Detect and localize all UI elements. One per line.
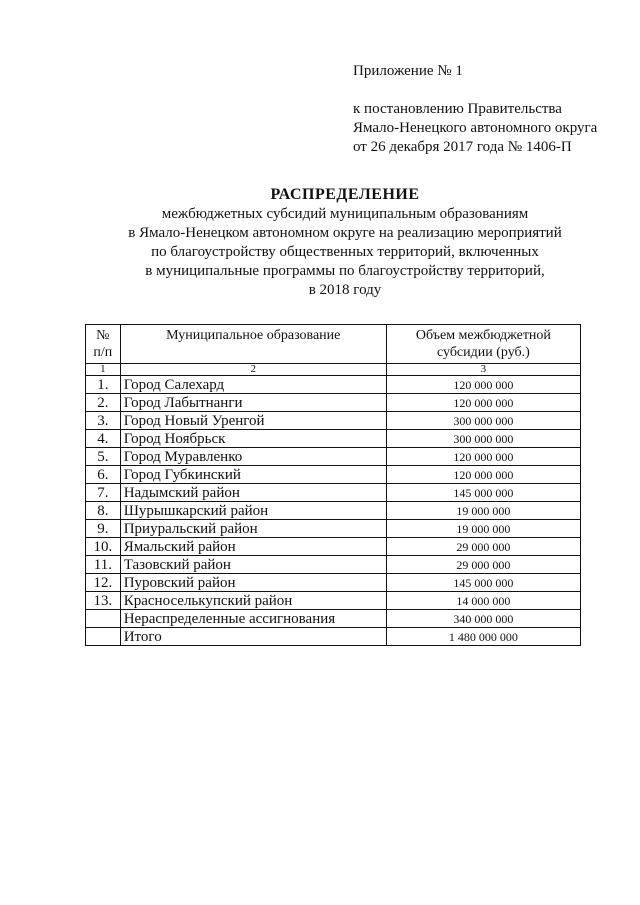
table-row bbox=[86, 430, 581, 448]
row-municipality: Красноселькупский район bbox=[120, 592, 386, 610]
row-subsidy: 120 000 000 bbox=[386, 448, 580, 466]
row-municipality: Город Ноябрьск bbox=[120, 430, 386, 448]
row-num: 10. bbox=[86, 538, 121, 556]
row-municipality: Ямальский район bbox=[120, 538, 386, 556]
row-municipality: Город Салехард bbox=[120, 376, 386, 394]
table-header-row bbox=[86, 325, 581, 364]
table-row bbox=[86, 574, 581, 592]
row-municipality: Итого bbox=[120, 628, 386, 646]
row-subsidy: 120 000 000 bbox=[386, 466, 580, 484]
row-municipality: Город Муравленко bbox=[120, 448, 386, 466]
table-row bbox=[86, 466, 581, 484]
row-municipality: Надымский район bbox=[120, 484, 386, 502]
row-subsidy: 340 000 000 bbox=[386, 610, 580, 628]
row-num: 7. bbox=[86, 484, 121, 502]
row-num: 6. bbox=[86, 466, 121, 484]
row-num: 5. bbox=[86, 448, 121, 466]
row-subsidy: 120 000 000 bbox=[386, 376, 580, 394]
table-row bbox=[86, 556, 581, 574]
appendix-title: Приложение № 1 bbox=[353, 63, 463, 79]
row-municipality: Город Лабытнанги bbox=[120, 394, 386, 412]
row-subsidy: 29 000 000 bbox=[386, 556, 580, 574]
heading-line-5: в 2018 году bbox=[308, 282, 382, 298]
row-municipality: Приуральский район bbox=[120, 520, 386, 538]
table-row bbox=[86, 520, 581, 538]
table-row bbox=[86, 592, 581, 610]
heading-line-4: в муниципальные программы по благоустройству территорий, bbox=[145, 263, 545, 279]
row-subsidy: 29 000 000 bbox=[386, 538, 580, 556]
appendix-block bbox=[353, 62, 597, 157]
row-municipality: Нераспределенные ассигнования bbox=[120, 610, 386, 628]
column-index-row bbox=[86, 364, 581, 376]
document-title: РАСПРЕДЕЛЕНИЕ bbox=[270, 186, 420, 203]
row-municipality: Город Губкинский bbox=[120, 466, 386, 484]
table-body bbox=[86, 364, 581, 646]
index-cell-3: 3 bbox=[386, 364, 580, 376]
index-cell-1: 1 bbox=[86, 364, 121, 376]
document-heading bbox=[0, 184, 640, 300]
row-municipality: Тазовский район bbox=[120, 556, 386, 574]
table-row bbox=[86, 610, 581, 628]
row-num: 13. bbox=[86, 592, 121, 610]
row-subsidy: 145 000 000 bbox=[386, 484, 580, 502]
row-subsidy: 300 000 000 bbox=[386, 430, 580, 448]
row-municipality: Пуровский район bbox=[120, 574, 386, 592]
row-num bbox=[86, 610, 121, 628]
table-row bbox=[86, 628, 581, 646]
table-row bbox=[86, 412, 581, 430]
row-num: 1. bbox=[86, 376, 121, 394]
row-num bbox=[86, 628, 121, 646]
header-num: № п/п bbox=[86, 325, 121, 364]
header-municipality: Муниципальное образование bbox=[120, 325, 386, 364]
table-row bbox=[86, 394, 581, 412]
row-num: 12. bbox=[86, 574, 121, 592]
index-cell-2: 2 bbox=[120, 364, 386, 376]
appendix-line-1: к постановлению Правительства bbox=[353, 101, 562, 117]
row-subsidy: 300 000 000 bbox=[386, 412, 580, 430]
heading-line-3: по благоустройству общественных территорий, включенных bbox=[151, 244, 539, 260]
row-municipality: Шурышкарский район bbox=[120, 502, 386, 520]
row-num: 4. bbox=[86, 430, 121, 448]
table-row bbox=[86, 484, 581, 502]
row-num: 9. bbox=[86, 520, 121, 538]
row-subsidy: 120 000 000 bbox=[386, 394, 580, 412]
row-subsidy: 14 000 000 bbox=[386, 592, 580, 610]
heading-line-2: в Ямало-Ненецком автономном округе на реализацию мероприятий bbox=[128, 225, 562, 241]
header-subsidy: Объем межбюджетной субсидии (руб.) bbox=[386, 325, 580, 364]
row-num: 2. bbox=[86, 394, 121, 412]
table-row bbox=[86, 538, 581, 556]
table-row bbox=[86, 376, 581, 394]
row-subsidy: 145 000 000 bbox=[386, 574, 580, 592]
appendix-line-3: от 26 декабря 2017 года № 1406-П bbox=[353, 139, 572, 155]
appendix-line-2: Ямало-Ненецкого автономного округа bbox=[353, 120, 598, 136]
heading-line-1: межбюджетных субсидий муниципальным образованиям bbox=[161, 206, 529, 222]
row-num: 3. bbox=[86, 412, 121, 430]
table-row bbox=[86, 502, 581, 520]
row-municipality: Город Новый Уренгой bbox=[120, 412, 386, 430]
table-row bbox=[86, 448, 581, 466]
row-num: 8. bbox=[86, 502, 121, 520]
row-subsidy: 1 480 000 000 bbox=[386, 628, 580, 646]
distribution-table bbox=[85, 324, 581, 646]
row-subsidy: 19 000 000 bbox=[386, 520, 580, 538]
row-num: 11. bbox=[86, 556, 121, 574]
row-subsidy: 19 000 000 bbox=[386, 502, 580, 520]
